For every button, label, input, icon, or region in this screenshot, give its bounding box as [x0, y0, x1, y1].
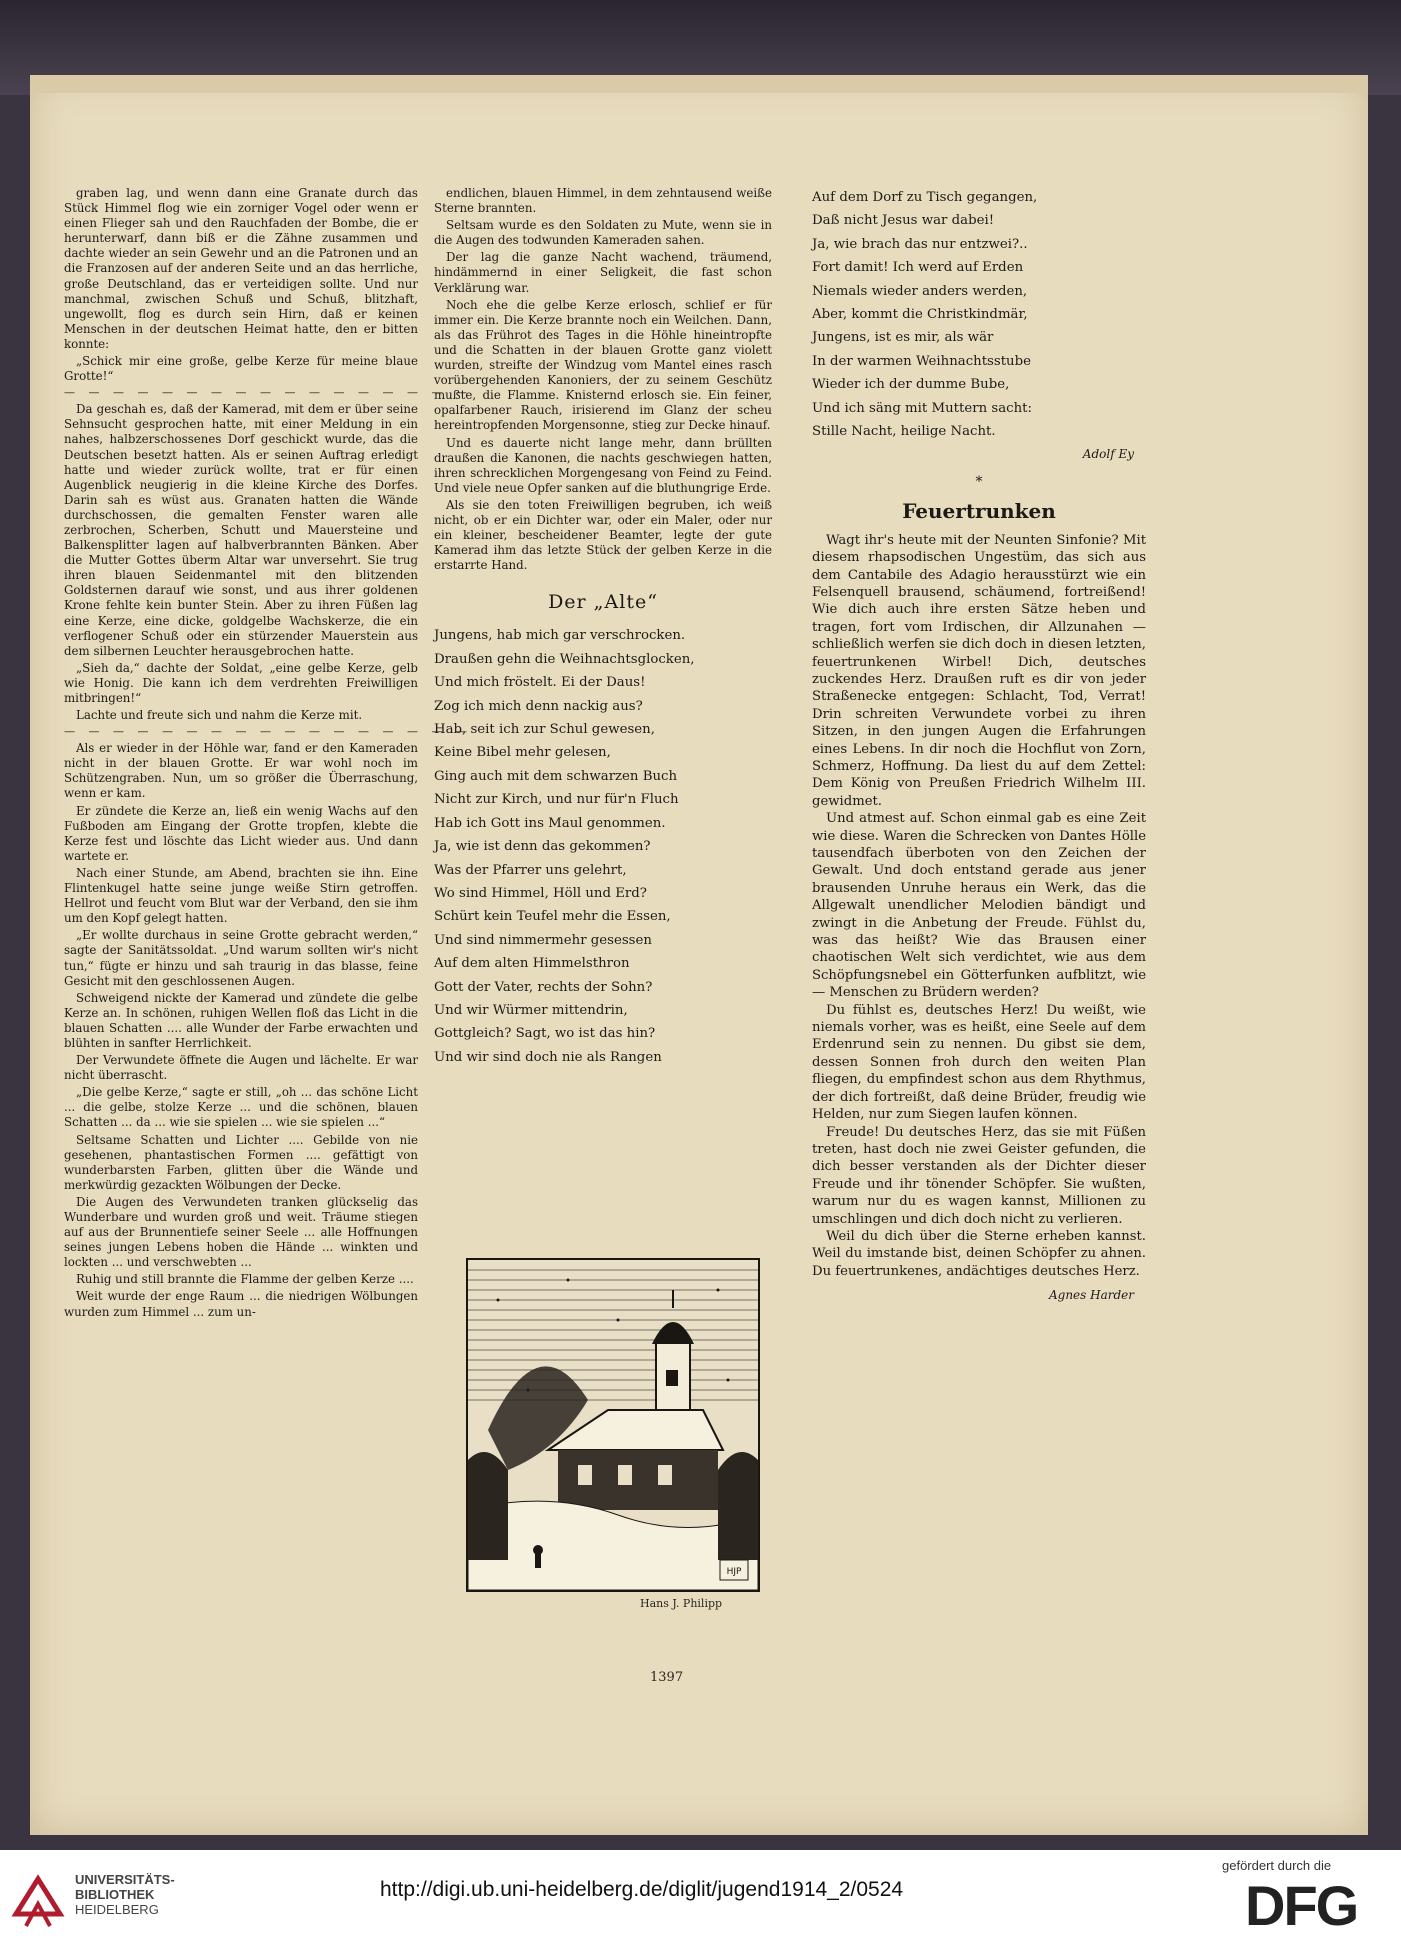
poem-line: Daß nicht Jesus war dabei!: [812, 213, 995, 229]
paragraph: Seltsam wurde es den Soldaten zu Mute, wenn sie in die Augen des todwunden Kameraden sahen.: [434, 218, 772, 248]
paragraph: Da geschah es, daß der Kamerad, mit dem er über seine Sehnsucht gesprochen hatte, mit einer Meldung in ein nahes, halbzerschossenes Dorf geschickt wurde, das die Deutschen besetzt hatten. Als er seinen Auftrag erledigt hatte und wieder zurück wollte, trat er für einen Augenblick neugierig in die kleine Kirche des Dorfes. Darin sah es wüst aus. Granaten hatten die Wände durchschossen, die gemalten Fenster waren alle zerbrochen, Scherben, Schutt und Mauersteine und Balkensplitter lagen auf halbverbrannten Bänken. Aber die Mutter Gottes überm Altar war unversehrt. Sie trug ihren blauen Seidenmantel mit den blitzenden Goldsternen darauf wie sonst, und aus ihrer goldenen Krone fehlte kein bunter Stein. Aber zu ihren Füßen lag eine Kerze, eine dicke, goldgelbe Wachskerze, die ein verflogener Schuß oder ein stürzender Mauerstein aus dem silbernen Leuchter herausgebrochen hatte.: [64, 402, 418, 658]
poem-body: [434, 624, 772, 1069]
paragraph: „Die gelbe Kerze,“ sagte er still, „oh ... das schöne Licht ... die gelbe, stolze Kerze ... und die schönen, blauen Schatten ... da ... wie sie spielen ... wie sie spielen ...“: [64, 1085, 418, 1130]
poem-line: Fort damit! Ich werd auf Erden: [812, 260, 1024, 276]
paragraph: Lachte und freute sich und nahm die Kerze mit.: [76, 708, 363, 723]
poem-line: Und mich fröstelt. Ei der Daus!: [434, 675, 646, 691]
paragraph: „Sieh da,“ dachte der Soldat, „eine gelbe Kerze, gelb wie Honig. Die kann ich dem verdrehten Freiwilligen mitbringen!“: [64, 660, 418, 705]
poem-line: Hab ich Gott ins Maul genommen.: [434, 815, 666, 831]
paragraph: „Schick mir eine große, gelbe Kerze für meine blaue Grotte!“: [64, 354, 418, 384]
poem-line: Wieder ich der dumme Bube,: [812, 377, 1010, 393]
poem-line: Und wir sind doch nie als Rangen: [434, 1049, 662, 1065]
illustration-winter-church: [466, 1258, 760, 1592]
church-illustration-svg: [468, 1260, 758, 1590]
paragraph: Seltsame Schatten und Lichter .... Gebilde von nie gesehenen, phantastischen Formen .... gefättigt von wunderbarsten Farben, glitten über die Wände und merkwürdig gezackten Wölbungen der Decke.: [64, 1132, 418, 1192]
poem-line: Aber, kommt die Christkindmär,: [812, 307, 1028, 323]
page-top-margin: [30, 75, 1368, 93]
poem-line: Ging auch mit dem schwarzen Buch: [434, 768, 678, 784]
paragraph: Er zündete die Kerze an, ließ ein wenig Wachs auf den Fußboden am Eingang der Grotte tropfen, klebte die Kerze fest und löschte das Licht wieder aus. Und dann wartete er.: [64, 803, 418, 863]
poem-title: Der „Alte“: [548, 591, 658, 614]
funded-by-label: gefördert durch die: [1222, 1858, 1332, 1873]
paragraph: Noch ehe die gelbe Kerze erlosch, schlief er für immer ein. Die Kerze brannte noch ein Weilchen. Dann, als das Frührot des Tages in die Höhle hineintropfte und die Schatten in der blauen Grotte ganz violett wurden, streifte der Windzug vom Mantel eines rasch vorübergehenden Kanoniers, der zu seinem Geschütz mußte, die Flamme. Knisternd erlosch sie. Ein feiner, opalfarbener Rauch, irisierend im Glanz der scheu hereintropfenden Morgensonne, stieg zur Decke hinauf.: [434, 297, 772, 433]
page-number: 1397: [650, 1670, 684, 1685]
poem-line: Stille Nacht, heilige Nacht.: [812, 424, 996, 440]
paragraph: endlichen, blauen Himmel, in dem zehntausend weiße Sterne brannten.: [434, 186, 772, 216]
paragraph: Als er wieder in der Höhle war, fand er den Kameraden nicht in der blauen Grotte. Er war wohl noch im Schützengraben. Nun, um so größer die Überraschung, wenn er kam.: [64, 741, 418, 801]
poem-line: Schürt kein Teufel mehr die Essen,: [434, 909, 671, 925]
poem-line: Draußen gehn die Weihnachtsglocken,: [434, 651, 695, 667]
poem-line: Keine Bibel mehr gelesen,: [434, 745, 611, 761]
essay-paragraph: Und atmest auf. Schon einmal gab es eine Zeit wie diese. Waren die Schrecken von Dantes Hölle tausendfach überboten von den Zeichen der Gewalt. Und doch entstand gerade aus jener brausenden Unruhe heraus ein Werk, das die Allgewalt unendlicher Melodien bändigt und zwingt in die Anbetung der Freude. Fühlst du, was das heißt? Wie das Brausen einer chaotischen Welt sich verdichtet, wie aus dem Schöpfungsnebel ein Götterfunken aufblitzt, wie — Menschen zu Brüdern werden?: [812, 811, 1146, 1001]
viewer-footer: [0, 1850, 1401, 1952]
section-break: — — — — — — — — — — — — — — — — —: [64, 725, 472, 739]
poem-line: Wo sind Himmel, Höll und Erd?: [434, 885, 647, 901]
section-break: — — — — — — — — — — — — — — — — —: [64, 386, 472, 400]
poem-line: Gottgleich? Sagt, wo ist das hin?: [434, 1026, 656, 1042]
essay-paragraph: Weil du dich über die Sterne erheben kannst. Weil du imstande bist, deinen Schöpfer zu ahnen. Du feuertrunkenes, andächtiges deutsches Herz.: [812, 1228, 1146, 1279]
paragraph: „Er wollte durchaus in seine Grotte gebracht werden,“ sagte der Sanitätssoldat. „Und warum sollten wir's nicht tun,“ fügte er hinzu und sah traurig in das blasse, feine Gesicht mit den geschlossenen Augen.: [64, 928, 418, 988]
artist-monogram: HJP: [726, 1567, 742, 1577]
poem-line: Und wir Würmer mittendrin,: [434, 1002, 628, 1018]
essay-title: Feuertrunken: [902, 499, 1056, 524]
poem-line: Hab, seit ich zur Schul gewesen,: [434, 722, 655, 738]
paragraph: Als sie den toten Freiwilligen begruben, ich weiß nicht, ob er ein Dichter war, oder ein Maler, oder nur ein kleiner, bescheidener Beamter, legte der gute Kamerad ihm das letzte Stück der gelben Kerze in die erstarrte Hand.: [434, 497, 772, 573]
poem-line: Zog ich mich denn nackig aus?: [434, 698, 643, 714]
essay-paragraph: Du fühlst es, deutsches Herz! Du weißt, wie niemals vorher, was es heißt, eine Seele auf dem Erdenrund sein zu nennen. Du gibst sie dem, dessen Sonnen froh durch den weiten Plan fliegen, du empfindest schon aus dem Rhythmus, der dich fortreißt, daß deine Brüder, freudig wie Helden, nur zum Siegen laufen können.: [812, 1002, 1146, 1123]
paragraph: Ruhig und still brannte die Flamme der gelben Kerze ....: [76, 1272, 414, 1287]
paragraph: Die Augen des Verwundeten tranken glückselig das Wunderbare und wurden groß und weit. Träume stiegen auf aus der Brunnentiefe seiner Seele ... alle Hoffnungen seines jungen Lebens hoben die Hände ... winkten und lockten ... und verschwebten ...: [64, 1194, 418, 1270]
library-name-line1: UNIVERSITÄTS-: [75, 1872, 175, 1887]
poem-line: In der warmen Weihnachtsstube: [812, 353, 1031, 369]
poem-line: Auf dem Dorf zu Tisch gegangen,: [812, 190, 1038, 205]
poem-line: Gott der Vater, rechts der Sohn?: [434, 979, 653, 995]
library-name-line2: BIBLIOTHEK: [75, 1887, 155, 1902]
essay-body: [812, 532, 1146, 1280]
paragraph: Der lag die ganze Nacht wachend, träumend, hindämmernd in einer Seligkeit, die fast schon Verklärung war.: [434, 250, 772, 295]
poem-line: Und sind nimmermehr gesessen: [434, 932, 652, 948]
paragraph: Schweigend nickte der Kamerad und zündete die gelbe Kerze an. In schönen, ruhigen Wellen floß das Licht in die blauen Schatten .... alle Wunder der Farbe erwachten und blühten in sanfter Herrlichkeit.: [64, 990, 418, 1050]
dfg-logo[interactable]: DFG: [1245, 1874, 1358, 1937]
paragraph: Weit wurde der enge Raum ... die niedrigen Wölbungen wurden zum Himmel ... zum un-: [64, 1289, 418, 1319]
paragraph: graben lag, und wenn dann eine Granate durch das Stück Himmel flog wie ein zorniger Vogel oder wenn er einen Flieger sah und den Rauchfaden der Bombe, die er herunterwarf, dann biß er die Zähne zusammen und dachte wieder an sein Gewehr und an die Patronen und an die Franzosen auf der anderen Seite und an das herrliche, große Deutschland, das er verteidigen sollte. Und nur manchmal, zwischen Schuß und Schuß, blitzhaft, ungewollt, flog es durch sein Hirn, daß er keinen Menschen in der deutschen Heimat hatte, den er bitten konnte:: [64, 186, 418, 351]
poem-continuation: [812, 186, 1146, 443]
essay-author: Agnes Harder: [1048, 1288, 1134, 1303]
poem-author: Adolf Ey: [1082, 447, 1134, 462]
poem-line: Ja, wie brach das nur entzwei?..: [812, 236, 1028, 252]
poem-line: Jungens, hab mich gar verschrocken.: [434, 628, 686, 644]
column-middle: [434, 186, 772, 1069]
poem-line: Jungens, ist es mir, als wär: [812, 330, 994, 346]
poem-line: Nicht zur Kirch, und nur für'n Fluch: [434, 792, 679, 808]
column-left: [64, 186, 472, 1322]
poem-line: Niemals wieder anders werden,: [812, 283, 1028, 299]
poem-line: Auf dem alten Himmelsthron: [434, 956, 630, 972]
section-separator: *: [975, 473, 983, 490]
essay-paragraph: Freude! Du deutsches Herz, das sie mit Füßen treten, hast doch nie zwei Geister gefunden, die dich besser verstanden als der Dichter dieser Freude und ihr tönender Schöpfer. Sie wußten, warum nur du es wagen kannst, Millionen zu umschlingen und dich doch nicht zu verlieren.: [812, 1124, 1146, 1227]
column-right: [812, 186, 1146, 1308]
paragraph: Nach einer Stunde, am Abend, brachten sie ihn. Eine Flintenkugel hatte seine junge weiße Stirn getroffen. Hellrot und feucht vom Blut war der Verband, den sie ihm um den Kopf gelegt hatten.: [64, 865, 418, 926]
story-ending: [434, 186, 772, 573]
illustration-caption: Hans J. Philipp: [640, 1597, 723, 1610]
library-name[interactable]: [75, 1872, 175, 1917]
library-name-line3: HEIDELBERG: [75, 1902, 159, 1917]
poem-line: Ja, wie ist denn das gekommen?: [434, 839, 651, 855]
paragraph: Und es dauerte nicht lange mehr, dann brüllten draußen die Kanonen, die nachts geschwiegen hatten, ihren schrecklichen Morgengesang von Feind zu Feind. Und viele neue Opfer sanken auf die bluthungrige Erde.: [434, 435, 772, 495]
poem-line: Was der Pfarrer uns gelehrt,: [434, 862, 627, 878]
permalink-url[interactable]: http://digi.ub.uni-heidelberg.de/diglit/jugend1914_2/0524: [380, 1878, 904, 1901]
university-library-logo-icon: [8, 1864, 68, 1934]
paragraph: Der Verwundete öffnete die Augen und lächelte. Er war nicht überrascht.: [64, 1053, 418, 1083]
essay-paragraph: Wagt ihr's heute mit der Neunten Sinfonie? Mit diesem rhapsodischen Ungestüm, das sich aus dem Cantabile des Adagio herausstürzt wie ein Felsenquell brausend, schäumend, fortreißend! Wie dich auch ihre ersten Sätze heben und tragen, fort vom Irdischen, dir Allzunahen — schließlich werfen sie dich doch in diesen letzten, feuertrunkenen Wirbel! Dich, deutsches zuckendes Herz. Draußen ruft es dir von jeder Straßenecke entgegen: Schlacht, Tod, Verrat! Drin schreiten Verwundete vorbei zu ihren Sitzen, in den jungen Augen die Erfahrungen eines Lebens. In dir noch die Hochflut von Zorn, Schmerz, Hoffnung. Da liest du auf dem Zettel: Dem König von Preußen Friedrich Wilhelm III. gewidmet.: [812, 532, 1146, 809]
poem-line: Und ich säng mit Muttern sacht:: [812, 400, 1032, 416]
